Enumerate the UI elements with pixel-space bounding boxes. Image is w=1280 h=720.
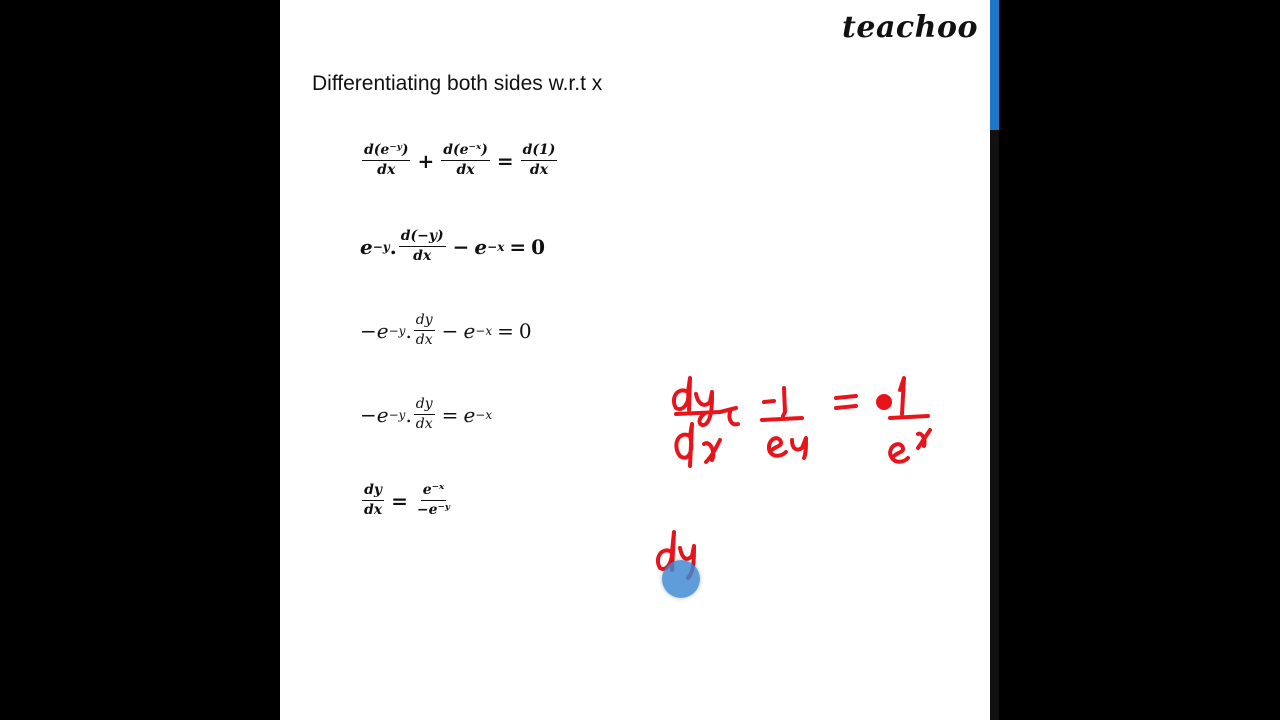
handwritten-annotation — [280, 0, 990, 720]
numerator: d(1) — [521, 142, 558, 161]
rhs-value: 0 — [531, 234, 546, 259]
operator: = — [497, 318, 514, 343]
scrollbar-thumb[interactable] — [990, 0, 999, 130]
teachoo-logo: teachoo — [842, 10, 978, 45]
denominator: dx — [377, 162, 396, 178]
denominator: dx — [415, 416, 433, 432]
denominator: dx — [413, 248, 432, 264]
dot-operator: . — [405, 318, 412, 343]
term: −e — [360, 402, 389, 427]
denominator: dx — [364, 502, 383, 518]
operator: + — [417, 148, 435, 173]
rhs-value: 0 — [518, 318, 532, 343]
denominator: dx — [415, 332, 433, 348]
pen-cursor-icon — [662, 560, 700, 598]
operator: = — [509, 234, 527, 259]
numerator: dy — [414, 312, 435, 331]
denominator: dx — [456, 162, 475, 178]
operator: = — [496, 148, 514, 173]
numerator: d(e⁻ˣ) — [441, 142, 490, 161]
operator: − — [441, 318, 459, 343]
exponent: −y — [388, 407, 406, 422]
slide-heading: Differentiating both sides w.r.t x — [312, 72, 603, 95]
operator: = — [391, 488, 408, 513]
exponent: −y — [372, 239, 390, 254]
exponent: −x — [475, 407, 493, 422]
numerator: dy — [362, 482, 384, 501]
numerator: e⁻ˣ — [421, 482, 447, 501]
term: e — [474, 234, 488, 259]
exponent: −x — [487, 239, 505, 254]
slide-canvas — [280, 0, 990, 720]
term: −e — [360, 318, 389, 343]
operator: = — [441, 402, 459, 427]
dot-operator: . — [405, 402, 412, 427]
term: e — [463, 318, 476, 343]
exponent: −x — [475, 323, 493, 338]
scrollbar-track[interactable] — [990, 130, 999, 720]
denominator: −e⁻ʸ — [416, 502, 451, 518]
exponent: −y — [388, 323, 406, 338]
term: e — [360, 234, 373, 259]
term: e — [463, 402, 476, 427]
operator: − — [452, 234, 470, 259]
numerator: d(−y) — [399, 228, 446, 247]
dot-operator: . — [389, 234, 397, 259]
numerator: d(e⁻ʸ) — [362, 142, 410, 161]
denominator: dx — [529, 162, 549, 178]
numerator: dy — [414, 396, 435, 415]
